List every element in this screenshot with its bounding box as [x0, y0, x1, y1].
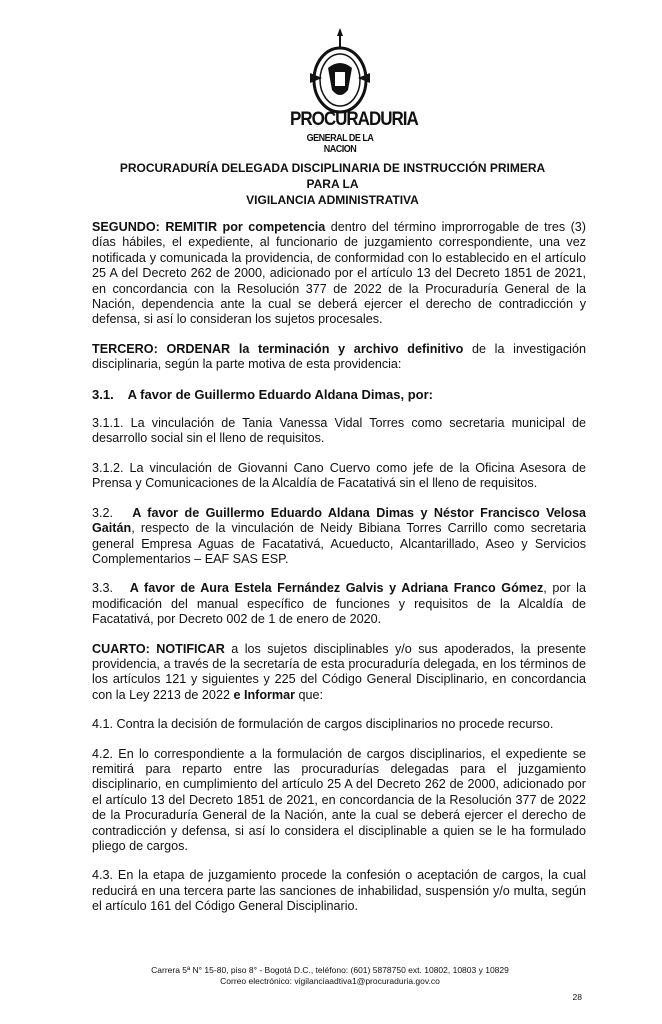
item-4-1: 4.1. Contra la decisión de formulación de cargos disciplinarios no procede recurso. [92, 717, 554, 732]
tercero-text: de la investigación disciplinaria, según la parte motiva de esta providencia: [92, 341, 586, 372]
logo-wordmark: PROCURADURIA [290, 107, 418, 130]
page-footer [100, 965, 560, 987]
tercero-lead: TERCERO: ORDENAR la terminación y archivo definitivo [92, 341, 464, 356]
item-3-2-text: , respecto de la vinculación de Neidy Bibiana Torres Carrillo como secretaria general Empresa Aguas de Facatativá, Acueducto, Alcantarillado, Aseo y Servicios Complementarios – EAF SAS ESP. [92, 521, 586, 566]
item-3-2-num: 3.2. [92, 505, 133, 520]
segundo-text: dentro del término improrrogable de tres (3) días hábiles, el expediente, al funcionario de juzgamiento correspondiente, una vez notificada y comunicada la providencia, de conformidad con lo establecido en el artículo 25 A del Decreto 262 de 2000, adicionado por el artículo 13 del Decreto 1851 de 2021, en concordancia con la Resolución 377 de 2022 de la Procuraduría General de la Nación, dependencia ante la cual se deberá ejercer el derecho de contradicción y defensa, si así lo consideran los sujetos procesales. [92, 220, 586, 327]
paragraph-tercero [92, 342, 586, 373]
item-3-1-2: 3.1.2. La vinculación de Giovanni Cano Cuervo como jefe de la Oficina Asesora de Prensa y Comunicaciones de la Alcaldía de Facatativá sin el lleno de requisitos. [92, 460, 586, 491]
item-3-3-text: , por la modificación del manual específico de funciones y requisitos de la Alcaldía de Facatativá, por Decreto 002 de 1 de enero de 2020. [92, 581, 586, 627]
footer-email: Correo electrónico: vigilanciaadtiva1@procuraduria.gov.co [220, 976, 440, 986]
office-title [110, 160, 555, 208]
item-3-3-bold: A favor de Aura Estela Fernández Galvis y Adriana Franco Gómez [129, 581, 544, 596]
item-3-1-1: 3.1.1. La vinculación de Tania Vanessa Vidal Torres como secretaria municipal de desarrollo social sin el lleno de requisitos. [92, 416, 586, 446]
page-number: 28 [572, 992, 582, 1002]
item-3-2 [92, 506, 586, 568]
item-4-3: 4.3. En la etapa de juzgamiento procede la confesión o aceptación de cargos, la cual reducirá en una tercera parte las sanciones de inhabilidad, suspensión y/o multa, según el artículo 161 del Código General Disciplinario. [92, 868, 586, 914]
segundo-lead: SEGUNDO: REMITIR por competencia [92, 220, 326, 234]
paragraph-segundo [92, 220, 586, 328]
procuraduria-logo [300, 28, 380, 148]
paragraph-cuarto [92, 642, 586, 704]
logo-subtitle: GENERAL DE LA NACION [306, 132, 374, 154]
office-title-line1: PROCURADURÍA DELEGADA DISCIPLINARIA DE INSTRUCCIÓN PRIMERA PARA LA [119, 161, 546, 191]
cuarto-end: que: [295, 687, 324, 702]
cuarto-text: a los sujetos disciplinables y/o sus apoderados, la presente providencia, a través de la secretaría de esta procuraduría delegada, en los términos de los artículos 121 y siguientes y 225 del Código General Disciplinario, en concordancia con la Ley 2213 de 2022 [92, 641, 586, 702]
item-3-2-bold: A favor de Guillermo Eduardo Aldana Dimas y Néstor Francisco Velosa Gaitán [92, 505, 586, 536]
cuarto-tail: e Informar [233, 687, 296, 702]
cuarto-lead: CUARTO: NOTIFICAR [92, 641, 225, 656]
item-3-1-heading: 3.1. A favor de Guillermo Eduardo Aldana Dimas, por: [92, 386, 433, 402]
document-body [92, 220, 586, 929]
item-3-3-num: 3.3. [92, 581, 130, 596]
item-4-2: 4.2. En lo correspondiente a la formulación de cargos disciplinarios, el expediente se remitirá para reparto entre las procuradurías delegadas para el juzgamiento disciplinario, en cumplimiento del artículo 25 A del Decreto 262 de 2000, adicionado por el artículo 13 del Decreto 1851 de 2021, en concordancia de la Resolución 377 de 2022 de la Procuraduría General de la Nación, ante la cual se deberá ejercer el derecho de contradicción y defensa, si así lo considera el disciplinable a quien se le ha formulado pliego de cargos. [92, 746, 586, 853]
item-3-3 [92, 581, 586, 627]
footer-address: Carrera 5ª N° 15-80, piso 8° - Bogotá D.C., teléfono: (601) 5878750 ext. 10802, 10803 y 10829 [151, 965, 509, 975]
office-title-line2: VIGILANCIA ADMINISTRATIVA [246, 193, 419, 207]
